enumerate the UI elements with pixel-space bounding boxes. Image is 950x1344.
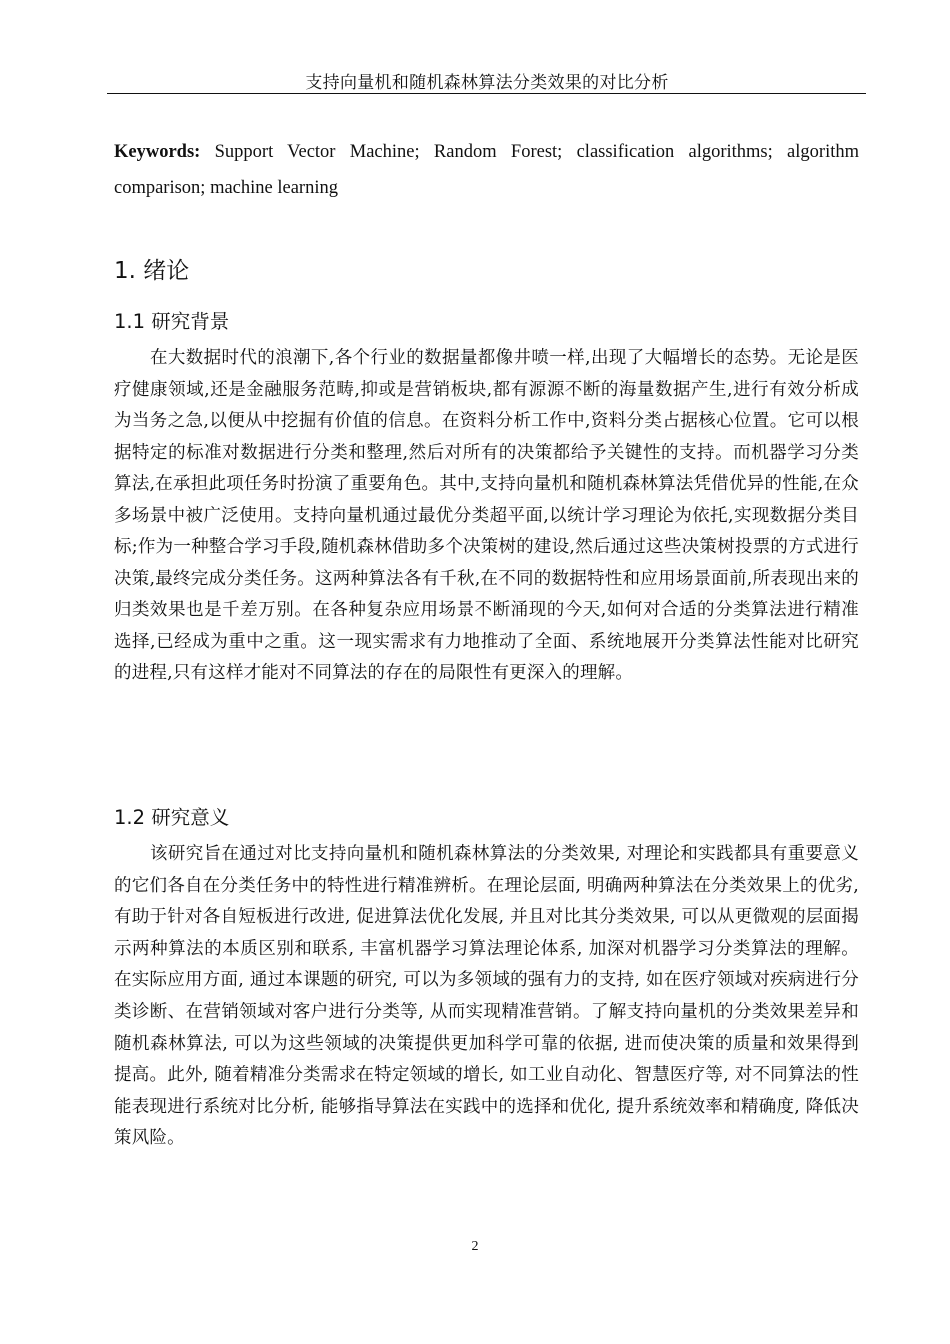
keywords-text: Support Vector Machine; Random Forest; classification algorithms; algorithm comparison; machine learning — [114, 142, 859, 198]
paragraph-research-significance: 该研究旨在通过对比支持向量机和随机森林算法的分类效果, 对理论和实践都具有重要意义的它们各自在分类任务中的特性进行精准辨析。在理论层面, 明确两种算法在分类效果上的优劣, 有助于针对各自短板进行改进, 促进算法优化发展, 并且对比其分类效果, 可以从更微观的层面揭示两种算法的本质区别和联系, 丰富机器学习算法理论体系, 加深对机器学习分类算法的理解。在实际应用方面, 通过本课题的研究, 可以为多领域的强有力的支持, 如在医疗领域对疾病进行分类诊断、在营销领域对客户进行分类等, 从而实现精准营销。了解支持向量机的分类效果差异和随机森林算法, 可以为这些领域的决策提供更加科学可靠的依据, 进而使决策的质量和效果得到提高。此外, 随着精准分类需求在特定领域的增长, 如工业自动化、智慧医疗等, 对不同算法的性能表现进行系统对比分析, 能够指导算法在实践中的选择和优化, 提升系统效率和精确度, 降低决策风险。 — [114, 844, 859, 1149]
running-header-title: 支持向量机和随机森林算法分类效果的对比分析 — [305, 73, 669, 93]
section-heading-research-background: 1.1 研究背景 — [114, 310, 230, 333]
chapter-heading-introduction: 1. 绪论 — [114, 258, 190, 284]
section-heading-research-significance: 1.2 研究意义 — [114, 806, 230, 829]
keywords-label: Keywords: — [114, 142, 201, 162]
page-number: 2 — [471, 1239, 479, 1254]
header-rule — [107, 93, 866, 94]
keywords-block — [114, 134, 859, 206]
paragraph-research-background: 在大数据时代的浪潮下,各个行业的数据量都像井喷一样,出现了大幅增长的态势。无论是医疗健康领域,还是金融服务范畴,抑或是营销板块,都有源源不断的海量数据产生,进行有效分析成为当务之急,以便从中挖掘有价值的信息。在资料分析工作中,资料分类占据核心位置。它可以根据特定的标准对数据进行分类和整理,然后对所有的决策都给予关键性的支持。而机器学习分类算法,在承担此项任务时扮演了重要角色。其中,支持向量机和随机森林算法凭借优异的性能,在众多场景中被广泛使用。支持向量机通过最优分类超平面,以统计学习理论为依托,实现数据分类目标;作为一种整合学习手段,随机森林借助多个决策树的建设,然后通过这些决策树投票的方式进行决策,最终完成分类任务。这两种算法各有千秋,在不同的数据特性和应用场景面前,所表现出来的归类效果也是千差万别。在各种复杂应用场景不断涌现的今天,如何对合适的分类算法进行精准选择,已经成为重中之重。这一现实需求有力地推动了全面、系统地展开分类算法性能对比研究的进程,只有这样才能对不同算法的存在的局限性有更深入的理解。 — [114, 348, 859, 683]
